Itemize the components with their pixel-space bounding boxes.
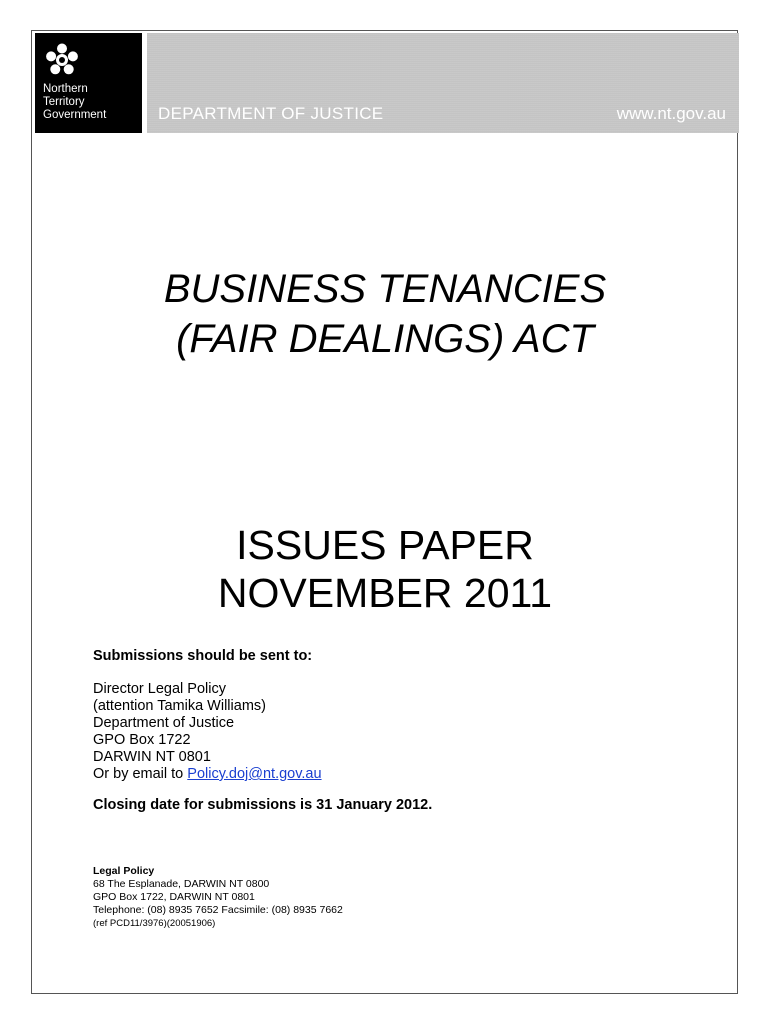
- website-url: www.nt.gov.au: [616, 104, 726, 123]
- email-prefix: Or by email to: [93, 766, 188, 782]
- footer-heading: Legal Policy: [93, 865, 155, 877]
- closing-date: Closing date for submissions is 31 January 2012.: [93, 797, 433, 813]
- footer-line: 68 The Esplanade, DARWIN NT 0800: [93, 878, 270, 890]
- department-name: DEPARTMENT OF JUSTICE: [158, 104, 384, 123]
- address-line: GPO Box 1722: [93, 732, 191, 748]
- title-line: BUSINESS TENANCIES: [163, 267, 607, 311]
- nt-government-logo: [35, 33, 142, 133]
- title-line: (FAIR DEALINGS) ACT: [176, 317, 594, 361]
- footer-line: GPO Box 1722, DARWIN NT 0801: [93, 891, 255, 903]
- footer-line: Telephone: (08) 8935 7652 Facsimile: (08) 8935 7662: [93, 904, 343, 916]
- nt-government-flower-icon: [45, 43, 79, 77]
- logo-line: Government: [43, 109, 107, 121]
- document-title: [0, 264, 770, 364]
- footer-ref: (ref PCD11/3976)(20051906): [93, 918, 216, 929]
- logo-line: Northern: [43, 83, 88, 95]
- address-line: (attention Tamika Williams): [93, 698, 266, 714]
- address-line: Director Legal Policy: [93, 681, 226, 697]
- issues-line: ISSUES PAPER: [236, 522, 534, 568]
- submission-address: [93, 681, 322, 783]
- issues-date: NOVEMBER 2011: [217, 570, 553, 616]
- document-page: [31, 30, 738, 994]
- logo-line: Territory: [43, 96, 85, 108]
- footer-contact: [93, 865, 343, 930]
- address-line: DARWIN NT 0801: [93, 749, 211, 765]
- email-line: [93, 766, 322, 783]
- logo-text: [43, 83, 106, 122]
- issues-paper-heading: [0, 521, 770, 617]
- email-link[interactable]: Policy.doj@nt.gov.au: [187, 766, 322, 782]
- address-line: Department of Justice: [93, 715, 235, 731]
- submissions-heading: Submissions should be sent to:: [93, 648, 313, 664]
